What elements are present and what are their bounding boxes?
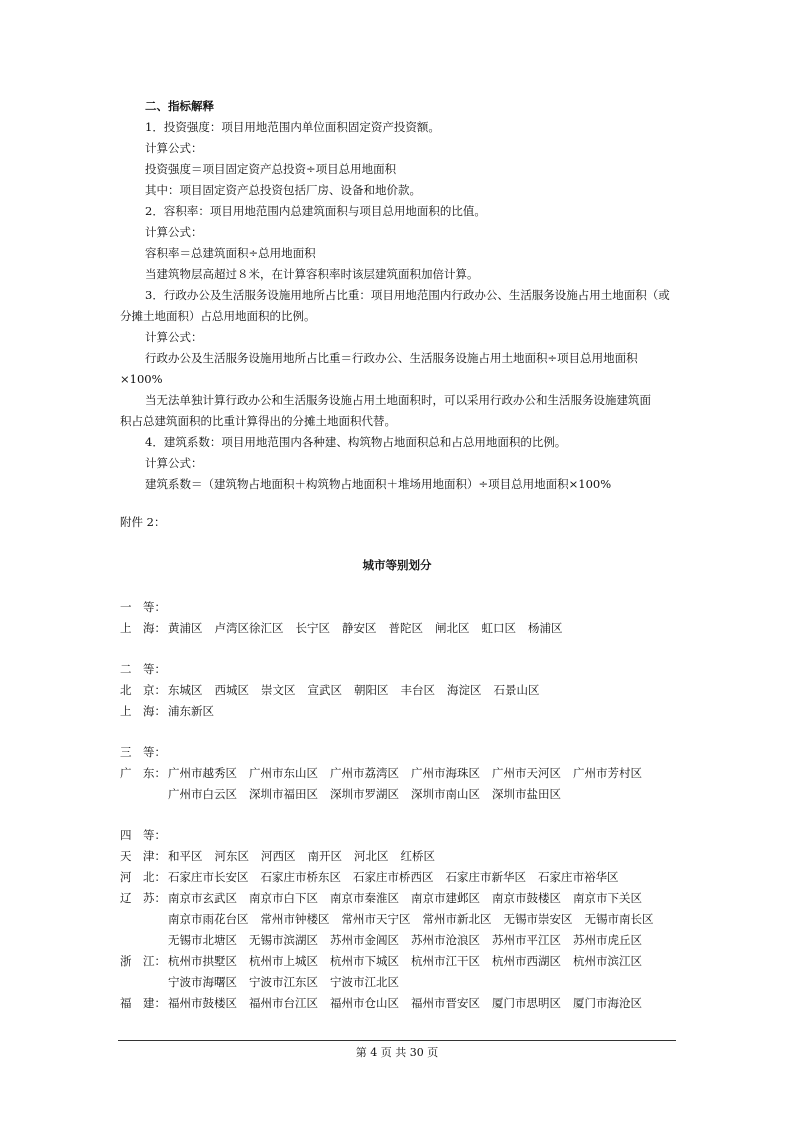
- body-line: 分摊土地面积）占总用地面积的比例。: [120, 309, 316, 323]
- province-label: 上 海：: [120, 704, 166, 718]
- section-heading: 二、指标解释: [145, 99, 214, 113]
- district-name: 广州市海珠区: [411, 766, 480, 780]
- district-name: 静安区: [342, 621, 377, 635]
- body-line: ×100%: [120, 372, 163, 386]
- body-line: 4．建筑系数：项目用地范围内各种建、构筑物占地面积总和占总用地面积的比例。: [145, 435, 567, 449]
- district-name: 南京市建邺区: [411, 891, 480, 905]
- district-name: 无锡市滨湖区: [249, 933, 318, 947]
- district-name: 普陀区: [388, 621, 423, 635]
- district-name: 深圳市盐田区: [492, 787, 561, 801]
- city-row: [120, 911, 666, 927]
- district-name: 宁波市海曙区: [168, 975, 237, 989]
- province-label: 福 建：: [120, 996, 166, 1010]
- tier-label: 四 等：: [120, 828, 166, 842]
- district-name: 厦门市思明区: [492, 996, 561, 1010]
- body-line: 1．投资强度：项目用地范围内单位面积固定资产投资额。: [145, 120, 440, 134]
- attachment-label: 附件 2：: [120, 515, 166, 529]
- body-line: 其中：项目固定资产总投资包括厂房、设备和地价款。: [145, 183, 421, 197]
- province-label: 北 京：: [120, 683, 166, 697]
- district-name: 和平区: [168, 849, 203, 863]
- body-line: 投资强度＝项目固定资产总投资÷项目总用地面积: [145, 162, 397, 176]
- body-line: 3．行政办公及生活服务设施用地所占比重：项目用地范围内行政办公、生活服务设施占用土地面积（或: [145, 288, 670, 302]
- district-name: 杭州市西湖区: [492, 954, 561, 968]
- district-name: 常州市钟楼区: [260, 912, 330, 926]
- district-name: 南京市下关区: [573, 891, 642, 905]
- district-name: 南京市鼓楼区: [492, 891, 561, 905]
- city-row: [120, 869, 631, 885]
- district-name: 广州市天河区: [492, 766, 561, 780]
- body-line: 计算公式：: [145, 141, 203, 155]
- city-row: [120, 765, 654, 781]
- body-line: 当建筑物层高超过８米，在计算容积率时该层建筑面积加倍计算。: [145, 267, 479, 281]
- district-name: 南京市玄武区: [168, 891, 237, 905]
- district-name: 深圳市南山区: [411, 787, 480, 801]
- district-name: 苏州市金阊区: [330, 933, 399, 947]
- district-name: 杭州市拱墅区: [168, 954, 237, 968]
- district-name: 石家庄市桥东区: [260, 870, 341, 884]
- district-name: 海淀区: [447, 683, 482, 697]
- city-row: [120, 848, 447, 864]
- district-name: 石家庄市桥西区: [353, 870, 434, 884]
- district-name: 厦门市海沧区: [573, 996, 642, 1010]
- district-name: 福州市鼓楼区: [168, 996, 237, 1010]
- body-line: 当无法单独计算行政办公和生活服务设施占用土地面积时，可以采用行政办公和生活服务设施建筑面: [145, 393, 651, 407]
- district-name: 河西区: [261, 849, 296, 863]
- district-name: 常州市新北区: [422, 912, 492, 926]
- attachment-title: 城市等别划分: [362, 558, 432, 572]
- district-name: 宁波市江东区: [249, 975, 318, 989]
- city-row: [120, 953, 654, 969]
- province-label: 广 东：: [120, 766, 166, 780]
- district-name: 福州市仓山区: [330, 996, 399, 1010]
- district-name: 杭州市下城区: [330, 954, 399, 968]
- province-label: 天 津：: [120, 849, 166, 863]
- district-name: 杨浦区: [528, 621, 563, 635]
- district-name: 红桥区: [400, 849, 435, 863]
- district-name: 广州市白云区: [168, 787, 237, 801]
- body-line: 行政办公及生活服务设施用地所占比重＝行政办公、生活服务设施占用土地面积÷项目总用地面积: [145, 351, 638, 365]
- district-name: 南京市秦淮区: [330, 891, 399, 905]
- district-name: 广州市东山区: [249, 766, 318, 780]
- district-name: 杭州市江干区: [411, 954, 480, 968]
- district-name: 丰台区: [400, 683, 435, 697]
- district-name: 石家庄市新华区: [445, 870, 526, 884]
- district-name: 河东区: [214, 849, 249, 863]
- district-name: 广州市荔湾区: [330, 766, 399, 780]
- tier-label: 一 等：: [120, 600, 166, 614]
- district-name: 广州市越秀区: [168, 766, 237, 780]
- district-name: 东城区: [168, 683, 203, 697]
- district-name: 浦东新区: [168, 704, 214, 718]
- tier-label: 二 等：: [120, 662, 166, 676]
- district-name: 崇文区: [261, 683, 296, 697]
- district-name: 深圳市福田区: [249, 787, 318, 801]
- body-line: 容积率＝总建筑面积÷总用地面积: [145, 246, 316, 260]
- district-name: 黄浦区: [168, 621, 203, 635]
- district-name: 广州市芳村区: [573, 766, 642, 780]
- province-label: 上 海：: [120, 621, 166, 635]
- district-name: 石家庄市长安区: [168, 870, 249, 884]
- district-name: 虹口区: [481, 621, 516, 635]
- district-name: 石家庄市裕华区: [538, 870, 619, 884]
- body-line: 计算公式：: [145, 330, 203, 344]
- district-name: 无锡市南长区: [584, 912, 654, 926]
- district-name: 南京市白下区: [249, 891, 318, 905]
- city-row: [120, 890, 654, 906]
- district-name: 深圳市罗湖区: [330, 787, 399, 801]
- tier-label: 三 等：: [120, 745, 166, 759]
- body-line: 计算公式：: [145, 456, 203, 470]
- city-row: [120, 995, 654, 1011]
- district-name: 南开区: [307, 849, 342, 863]
- city-row: [120, 974, 411, 990]
- district-name: 苏州市沧浪区: [411, 933, 480, 947]
- city-row: [120, 703, 226, 719]
- district-name: 常州市天宁区: [341, 912, 411, 926]
- district-name: 闸北区: [435, 621, 470, 635]
- district-name: 福州市台江区: [249, 996, 318, 1010]
- district-name: 杭州市滨江区: [573, 954, 642, 968]
- district-name: 石景山区: [493, 683, 540, 697]
- district-name: 西城区: [214, 683, 249, 697]
- city-row: [120, 786, 573, 802]
- body-line: 积占总建筑面积的比重计算得出的分摊土地面积代替。: [120, 414, 396, 428]
- footer-divider: [118, 1040, 676, 1041]
- district-name: 无锡市北塘区: [168, 933, 237, 947]
- district-name: 长宁区: [295, 621, 330, 635]
- province-label: 浙 江：: [120, 954, 166, 968]
- district-name: 河北区: [354, 849, 389, 863]
- district-name: 苏州市虎丘区: [573, 933, 642, 947]
- district-name: 卢湾区徐汇区: [214, 621, 284, 635]
- district-name: 福州市晋安区: [411, 996, 480, 1010]
- body-line: 计算公式：: [145, 225, 203, 239]
- city-row: [120, 620, 575, 636]
- province-label: 辽 苏：: [120, 891, 166, 905]
- page-footer: 第 4 页 共 30 页: [355, 1046, 439, 1059]
- district-name: 朝阳区: [354, 683, 389, 697]
- district-name: 宁波市江北区: [330, 975, 399, 989]
- city-row: [120, 682, 552, 698]
- district-name: 杭州市上城区: [249, 954, 318, 968]
- city-row: [120, 932, 654, 948]
- district-name: 南京市雨花台区: [168, 912, 249, 926]
- body-line: 2．容积率：项目用地范围内总建筑面积与项目总用地面积的比值。: [145, 204, 486, 218]
- body-line: 建筑系数＝（建筑物占地面积＋构筑物占地面积＋堆场用地面积）÷项目总用地面积×100%: [145, 477, 612, 491]
- district-name: 苏州市平江区: [492, 933, 561, 947]
- district-name: 宣武区: [307, 683, 342, 697]
- province-label: 河 北：: [120, 870, 166, 884]
- district-name: 无锡市崇安区: [503, 912, 573, 926]
